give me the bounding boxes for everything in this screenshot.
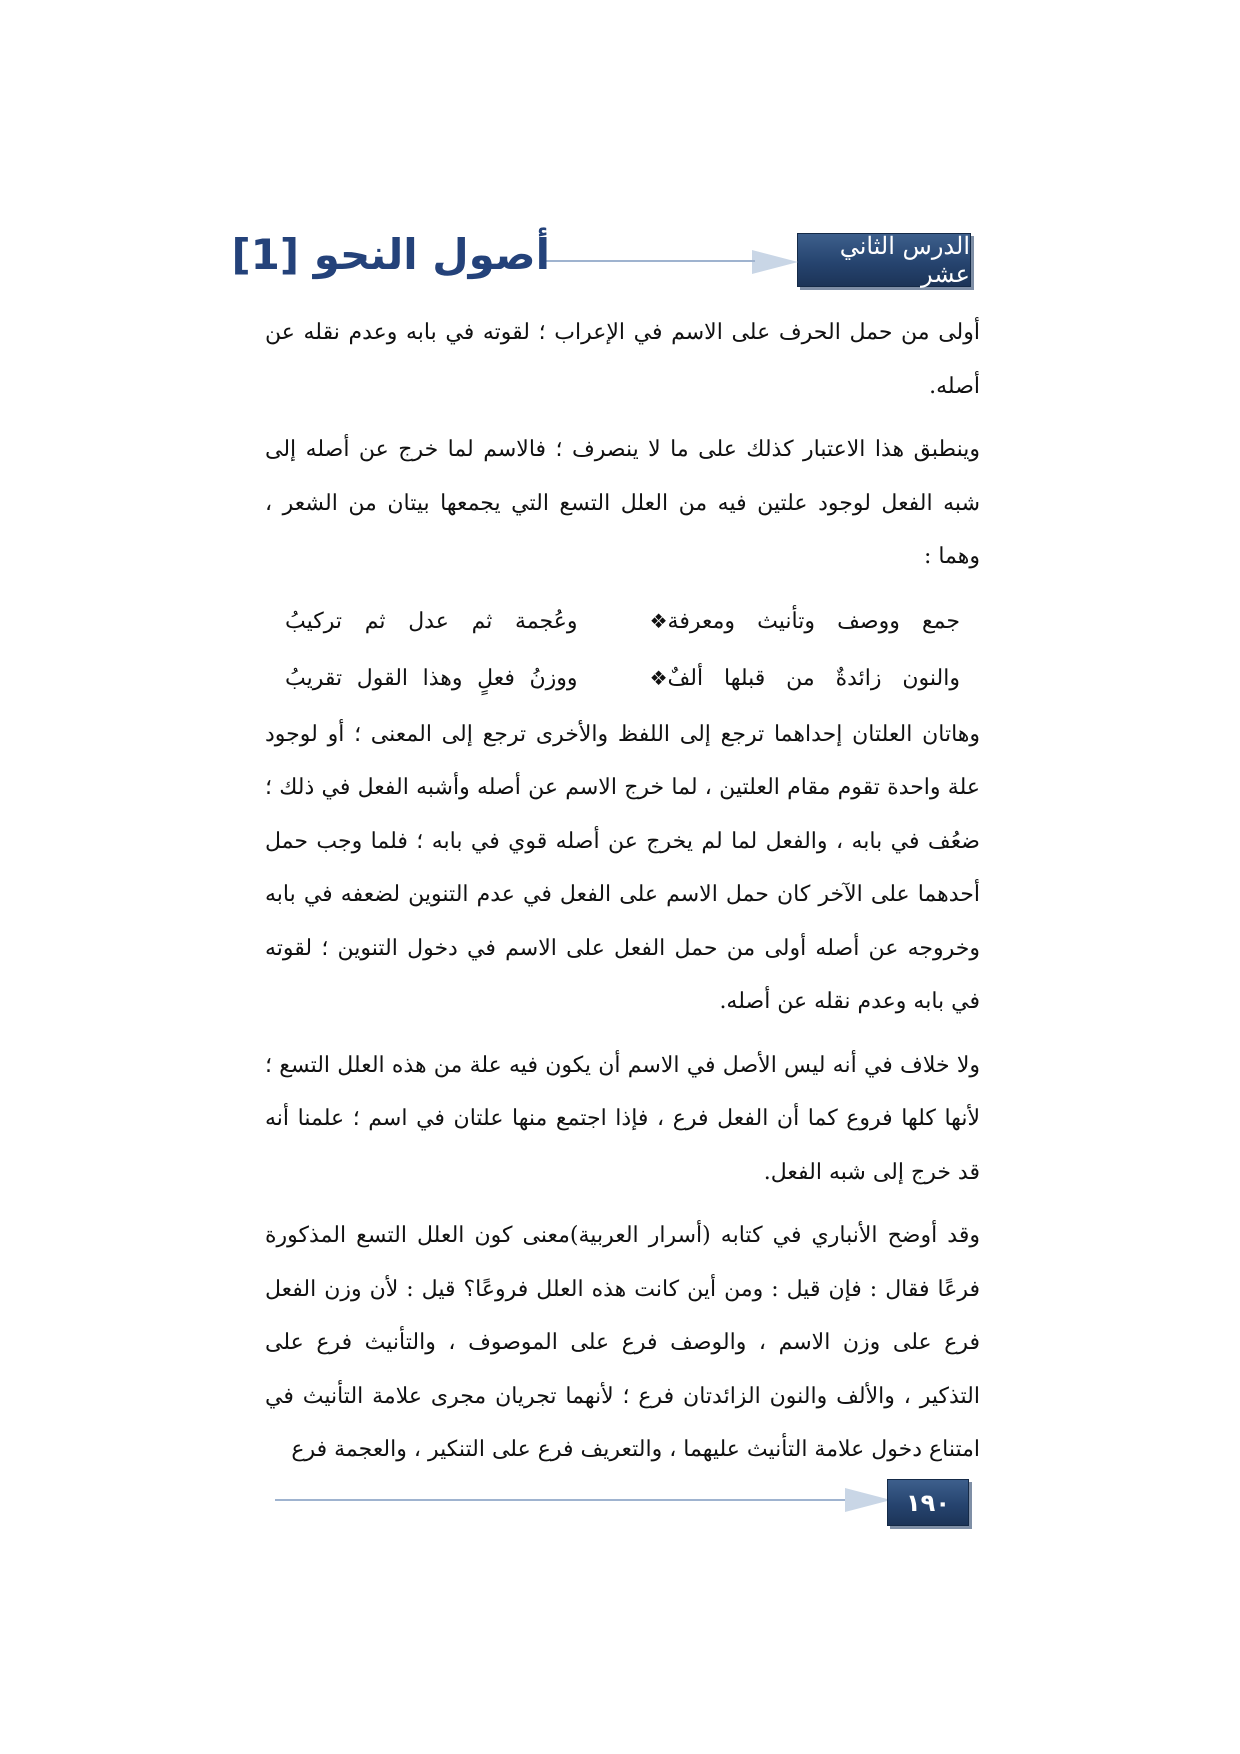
footer-rule: [275, 1499, 880, 1501]
footer-wedge: [845, 1488, 891, 1512]
poem-word: ووصف: [837, 609, 900, 635]
poem-word: القول: [356, 666, 409, 692]
poem-word: تركيبُ: [285, 609, 343, 635]
poem-word: والنون: [902, 666, 960, 692]
poem-word: وهذا: [422, 666, 463, 692]
poem-word: ومعرفة: [667, 609, 736, 635]
poem-hemistich-right: [668, 595, 961, 649]
poem-hemistich-right: [668, 652, 961, 706]
paragraph: وقد أوضح الأنباري في كتابه (أسرار العربية)معنى كون العلل التسع المذكورة فرعًا فقال : فإن قيل : ومن أين كانت هذه العلل فروعًا؟ قيل : لأن وزن الفعل فرع على وزن الاسم ، والوصف فرع على الموصوف ، والتأنيث فرع على التذكير ، والألف والنون الزائدتان فرع ؛ لأنهما تجريان مجرى علامة التأنيث في امتناع دخول علامة التأنيث عليهما ، والتعريف فرع على التنكير ، والعجمة فرع: [265, 1223, 980, 1462]
poem-word: تقريبُ: [285, 666, 343, 692]
poem-word: عدل: [408, 609, 449, 635]
poem-line: [265, 594, 980, 651]
paragraph: وينطبق هذا الاعتبار كذلك على ما لا ينصرف ؛ فالاسم لما خرج عن أصله إلى شبه الفعل لوجود علتين فيه من العلل التسع التي يجمعها بيتان من الشعر ، وهما :: [265, 437, 980, 569]
poem: [265, 594, 980, 708]
paragraph: ولا خلاف في أنه ليس الأصل في الاسم أن يكون فيه علة من هذه العلل التسع ؛ لأنها كلها فروع كما أن الفعل فرع ، فإذا اجتمع منها علتان في اسم ؛ علمنا أنه قد خرج إلى شبه الفعل.: [265, 1052, 980, 1185]
poem-separator-icon: ❖: [649, 609, 668, 634]
poem-word: من: [786, 666, 815, 692]
poem-word: زائدةٌ: [835, 666, 882, 692]
page-title: أصول النحو [1]: [231, 230, 550, 279]
page-body: [265, 306, 980, 1487]
poem-word: ثم: [364, 609, 386, 635]
poem-word: جمع: [921, 609, 960, 635]
header-wedge: [752, 250, 798, 274]
poem-word: وتأنيث: [757, 609, 815, 635]
header-rule: [545, 260, 755, 262]
poem-separator-icon: ❖: [649, 666, 668, 691]
poem-hemistich-left: [285, 652, 578, 706]
lesson-badge: الدرس الثاني عشر: [797, 233, 971, 287]
page-header: [0, 0, 1240, 300]
page-number: ١٩٠: [887, 1479, 969, 1526]
poem-line: [265, 651, 980, 708]
poem-word: ووزنُ: [529, 666, 578, 692]
poem-word: قبلها: [724, 666, 766, 692]
poem-word: ثم: [471, 609, 493, 635]
poem-word: فعلٍ: [477, 666, 515, 692]
poem-hemistich-left: [285, 595, 578, 649]
paragraph: وهاتان العلتان إحداهما ترجع إلى اللفظ والأخرى ترجع إلى المعنى ؛ أو لوجود علة واحدة تقوم مقام العلتين ، لما خرج الاسم عن أصله وأشبه الفعل في ذلك ؛ ضعُف في بابه ، والفعل لما لم يخرج عن أصله قوي في بابه ؛ فلما وجب حمل أحدهما على الآخر كان حمل الاسم على الفعل في عدم التنوين لضعفه في بابه وخروجه عن أصله أولى من حمل الفعل على الاسم في دخول التنوين ؛ لقوته في بابه وعدم نقله عن أصله.: [265, 721, 980, 1014]
poem-word: ألفٌ: [667, 666, 704, 692]
poem-word: وعُجمة: [515, 609, 578, 635]
paragraph: أولى من حمل الحرف على الاسم في الإعراب ؛ لقوته في بابه وعدم نقله عن أصله.: [265, 320, 980, 399]
